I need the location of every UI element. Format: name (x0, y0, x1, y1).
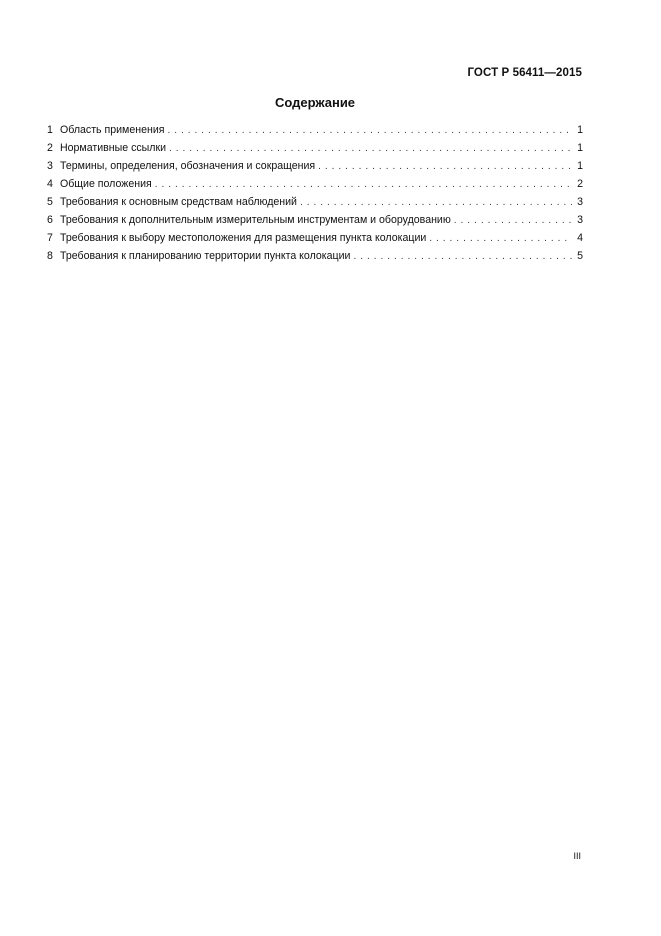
toc-entry[interactable] (47, 193, 583, 211)
toc-entry[interactable] (47, 175, 583, 193)
toc-entry-page: 1 (577, 142, 583, 154)
toc-entry-label: Общие положения (60, 178, 152, 190)
toc-entry-label: Область применения (60, 124, 165, 136)
toc-entry[interactable] (47, 229, 583, 247)
dot-leader (429, 230, 572, 247)
dot-leader (167, 122, 572, 139)
dot-leader (454, 212, 572, 229)
toc-entry-number: 2 (47, 142, 53, 154)
toc-entry-label: Требования к основным средствам наблюдений (60, 196, 297, 208)
toc-entry[interactable] (47, 121, 583, 139)
toc-entry-page: 5 (577, 250, 583, 262)
toc-entry[interactable] (47, 211, 583, 229)
dot-leader (169, 140, 572, 157)
toc-entry[interactable] (47, 247, 583, 265)
toc-entry-page: 4 (577, 232, 583, 244)
toc-entry-label: Требования к дополнительным измерительным инструментам и оборудованию (60, 214, 451, 226)
toc-entry-number: 8 (47, 250, 53, 262)
dot-leader (318, 158, 572, 175)
standard-code-header: ГОСТ Р 56411—2015 (467, 67, 582, 79)
toc-entry-number: 6 (47, 214, 53, 226)
toc-entry[interactable] (47, 157, 583, 175)
toc-entry-page: 3 (577, 214, 583, 226)
toc-entry-page: 1 (577, 124, 583, 136)
toc-entry-page: 2 (577, 178, 583, 190)
toc-entry-page: 1 (577, 160, 583, 172)
toc-entry-number: 5 (47, 196, 53, 208)
dot-leader (353, 248, 572, 265)
dot-leader (300, 194, 572, 211)
toc-entry-page: 3 (577, 196, 583, 208)
toc-title: Содержание (274, 95, 356, 110)
page-number: III (573, 851, 581, 861)
toc-entry-number: 4 (47, 178, 53, 190)
toc-entry[interactable] (47, 139, 583, 157)
toc-entry-label: Требования к выбору местоположения для размещения пункта колокации (60, 232, 427, 244)
table-of-contents (47, 121, 583, 265)
toc-entry-number: 3 (47, 160, 53, 172)
toc-entry-number: 1 (47, 124, 53, 136)
toc-entry-number: 7 (47, 232, 53, 244)
toc-entry-label: Требования к планированию территории пункта колокации (60, 250, 351, 262)
toc-entry-label: Термины, определения, обозначения и сокращения (60, 160, 316, 172)
toc-entry-label: Нормативные ссылки (60, 142, 167, 154)
dot-leader (155, 176, 572, 193)
